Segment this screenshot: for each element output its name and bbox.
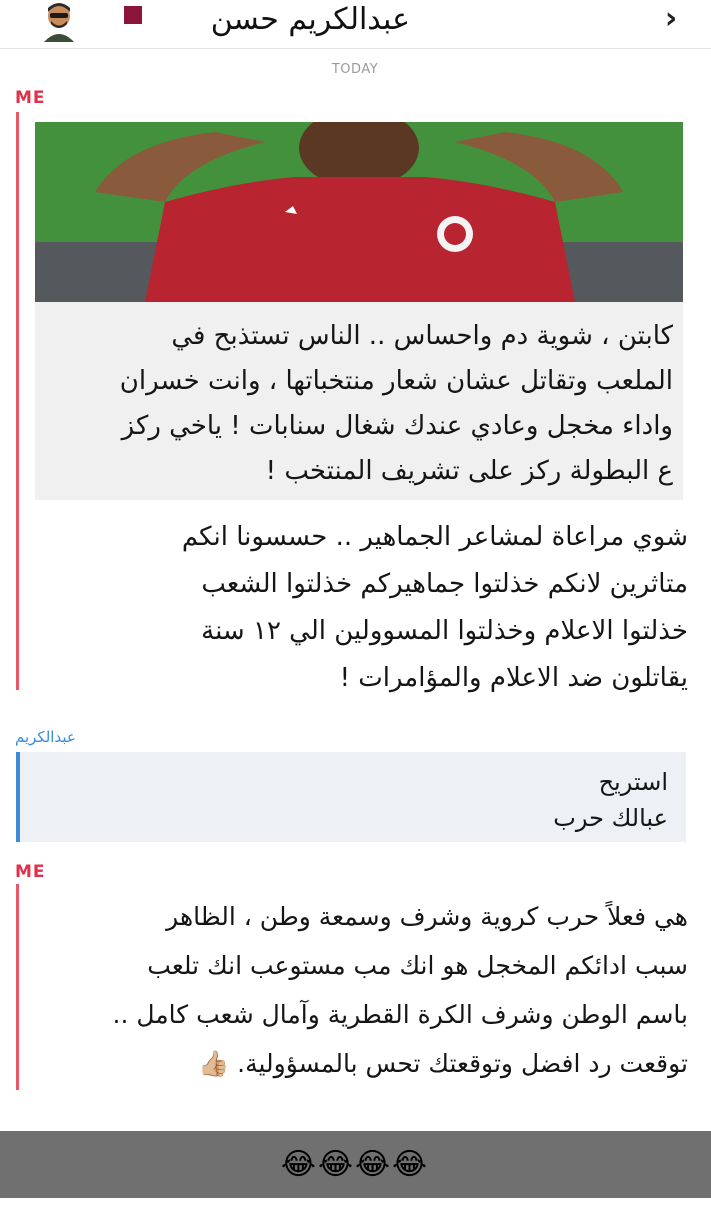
message-text: استريح عبالك حرب	[553, 768, 668, 832]
qatar-flag-icon	[116, 6, 142, 24]
media-message[interactable]	[35, 122, 683, 500]
contact-name[interactable]: عبدالكريم حسن	[210, 2, 410, 37]
sender-accent-bar	[16, 884, 19, 1090]
message-text: هي فعلاً حرب كروية وشرف وسمعة وطن ، الظاهر سبب ادائكم المخجل هو انك مب مستوعب انك تلعب باسم الوطن وشرف الكرة القطرية وآمال شعب كامل .. توقعت رد افضل وتوقعتك تحس بالمسؤولية. 👍🏼	[112, 902, 688, 1078]
media-caption: كابتن ، شوية دم واحساس .. الناس تستذبح في الملعب وتقاتل عشان شعار منتخباتها ، وانت خسران واداء مخجل وعادي عندك شغال سنابات ! ياخي ركز ع البطولة ركز على تشريف المنتخب !	[119, 321, 673, 486]
bottom-strip	[0, 1198, 711, 1228]
message-text: شوي مراعاة لمشاعر الجماهير .. حسسونا انكم متاثرين لانكم خذلتوا جماهيركم خذلتوا الشعب خذلتوا الاعلام وخذلتوا المسوولين الي ١٢ سنة يقاتلون ضد الاعلام والمؤامرات !	[181, 522, 688, 693]
chevron-right-icon[interactable]: ›	[664, 1, 678, 36]
sender-label-me: ME	[15, 88, 46, 108]
bitmoji-avatar-icon[interactable]	[38, 2, 80, 42]
shared-photo[interactable]	[35, 122, 683, 302]
laughing-emoji-reactions[interactable]: 😂😂😂😂	[280, 1147, 430, 1182]
sender-label-other: عبدالكريم	[15, 728, 76, 746]
received-message	[16, 752, 686, 842]
chat-header	[0, 0, 711, 49]
date-divider: TODAY	[331, 62, 379, 77]
sender-label-me: ME	[15, 862, 46, 882]
sender-accent-bar	[16, 112, 19, 690]
